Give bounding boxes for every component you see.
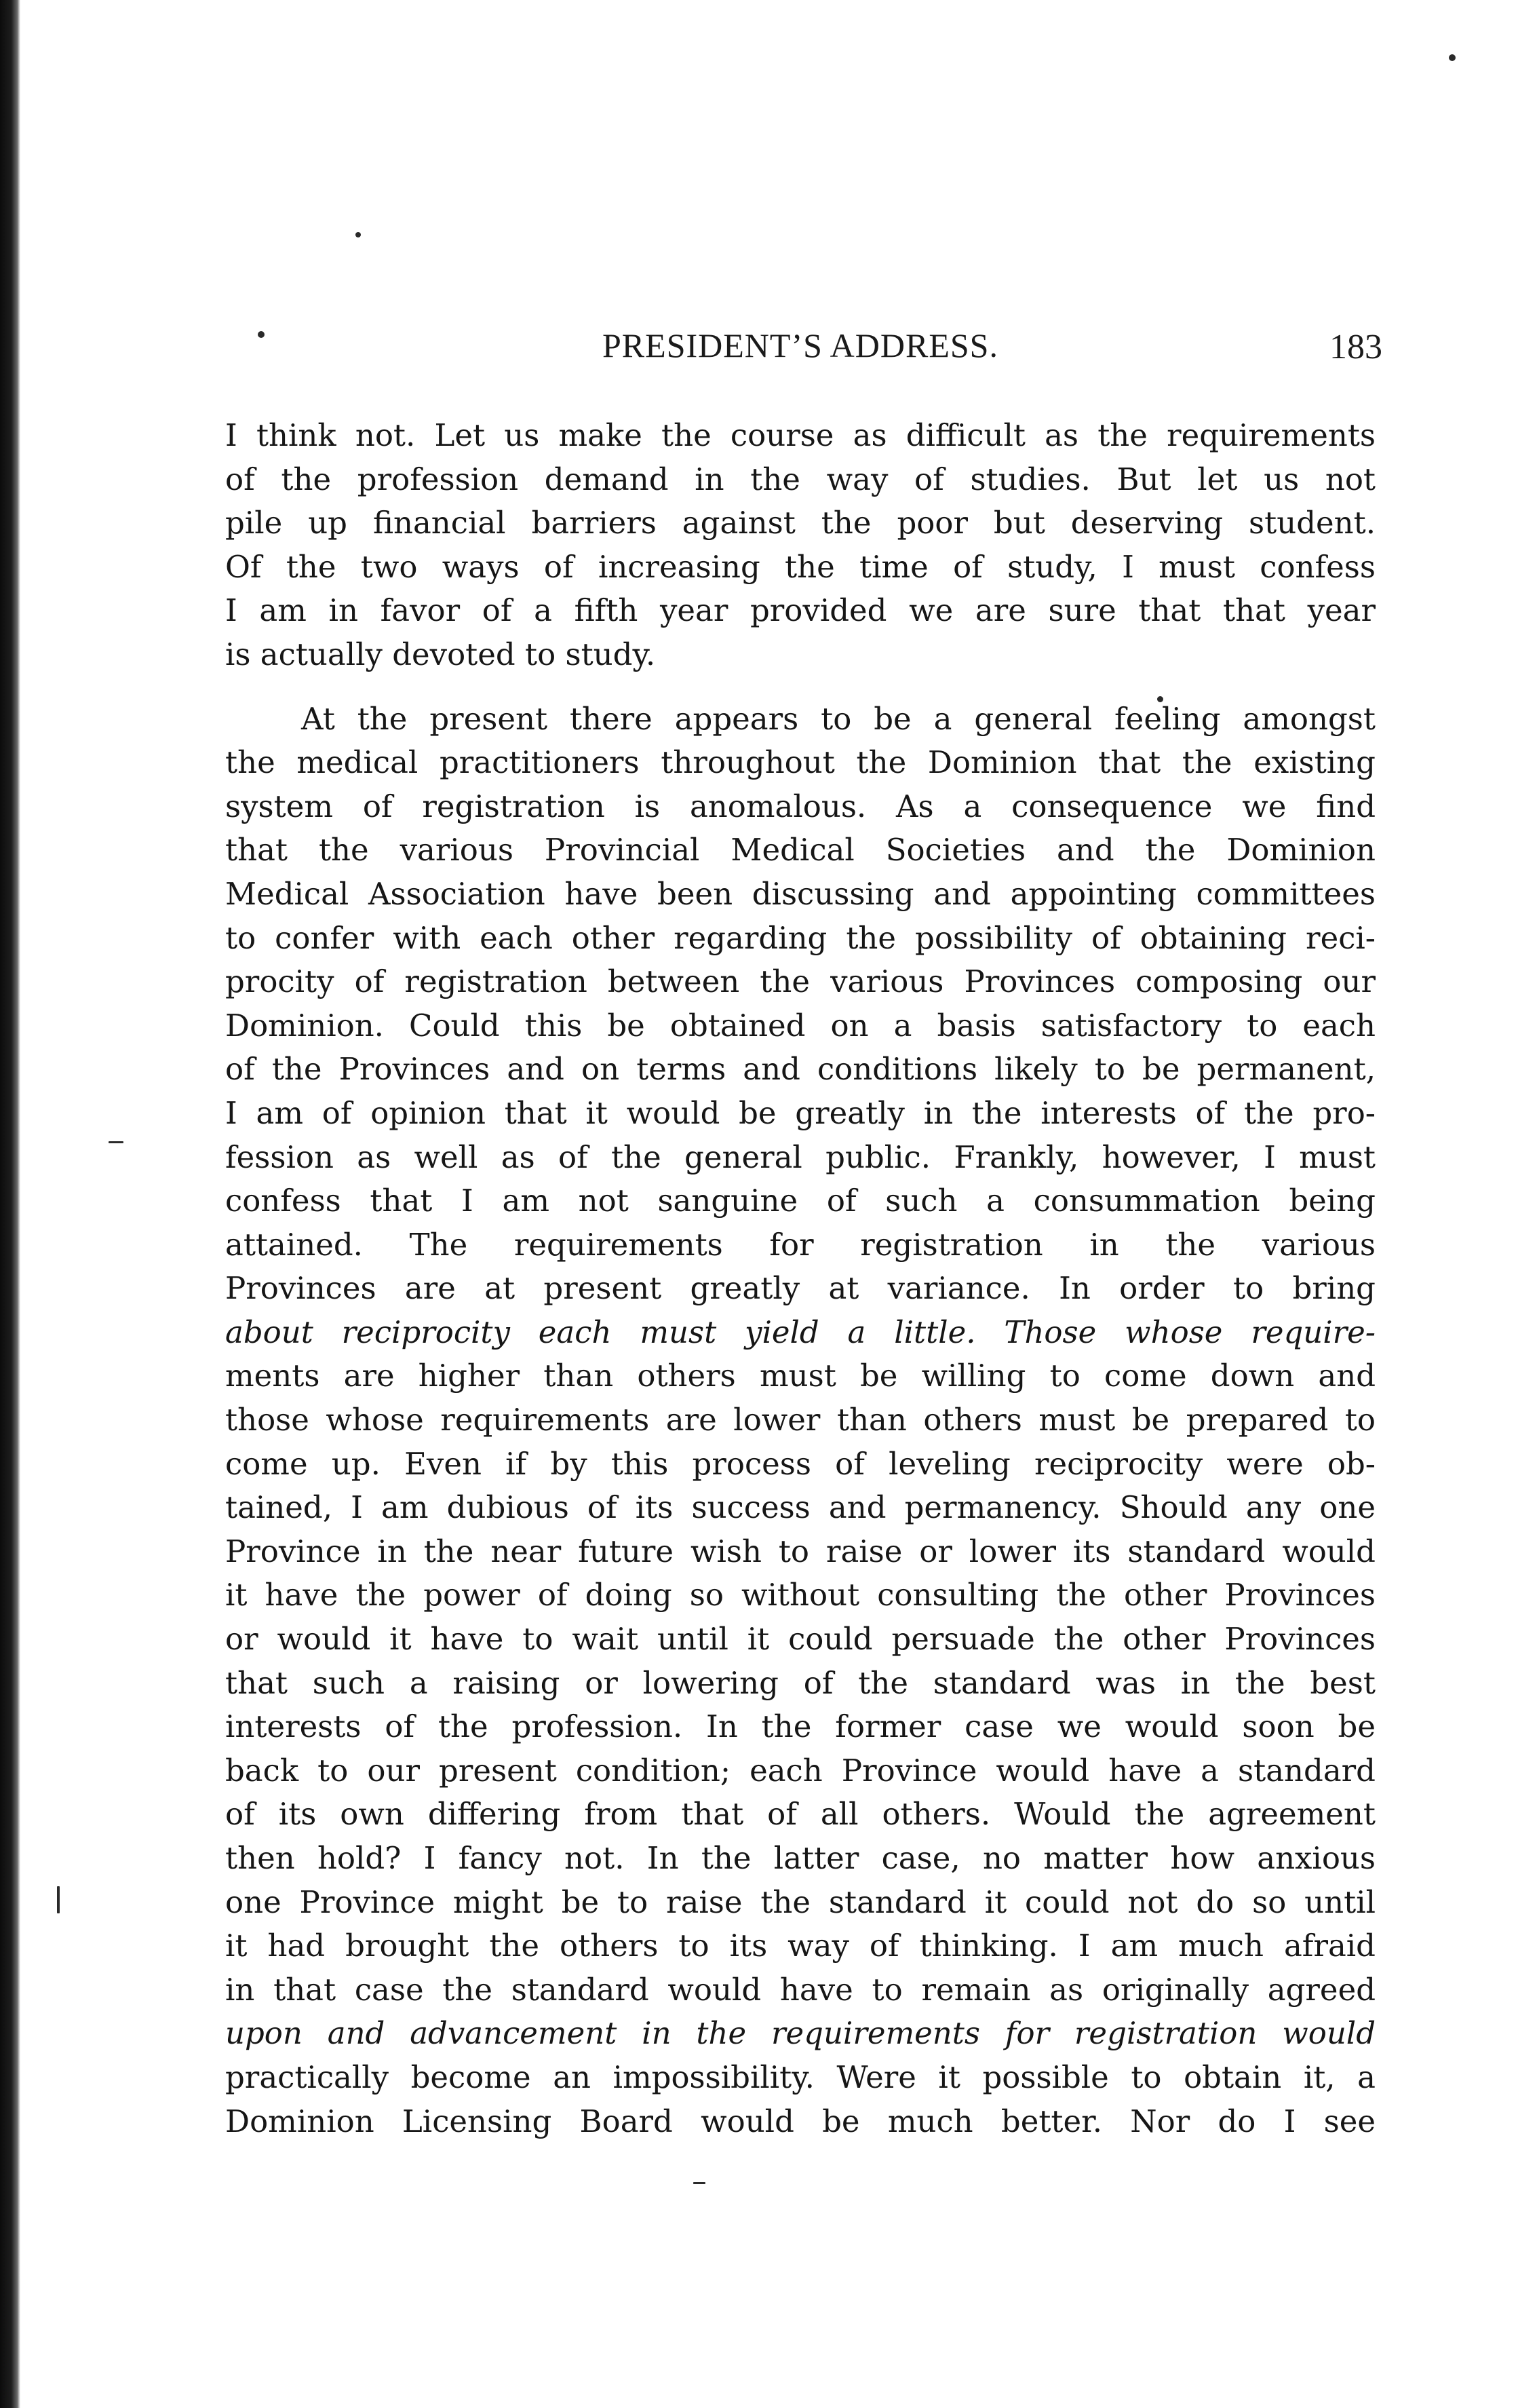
text-line: Dominion Licensing Board would be much better. Nor do I see <box>225 2103 1376 2139</box>
page-number: 183 <box>1329 328 1382 366</box>
text-line: confess that I am not sanguine of such a consummation being <box>225 1183 1376 1219</box>
text-line: the medical practitioners throughout the Dominion that the existing <box>225 744 1376 781</box>
scan-speck <box>1449 54 1456 61</box>
text-line: ments are higher than others must be willing to come down and <box>225 1358 1376 1394</box>
running-title: PRESIDENT’S ADDRESS. <box>602 326 998 364</box>
text-line: that the various Provincial Medical Societies and the Dominion <box>225 832 1376 868</box>
text-line: is actually devoted to study. <box>225 636 656 672</box>
text-line: back to our present condition; each Province would have a standard <box>225 1752 1376 1789</box>
text-line: practically become an impossibility. Were it possible to obtain it, a <box>225 2059 1376 2095</box>
text-line: or would it have to wait until it could persuade the other Provinces <box>225 1621 1376 1658</box>
scan-speck <box>57 1886 60 1913</box>
text-line: Of the two ways of increasing the time of study, I must confess <box>225 548 1376 585</box>
book-page <box>225 319 1382 2143</box>
text-line: I am in favor of a fifth year provided we are sure that that year <box>225 592 1376 629</box>
text-line: Provinces are at present greatly at variance. In order to bring <box>225 1270 1376 1307</box>
scan-speck <box>693 2182 705 2184</box>
scan-speck <box>109 1141 123 1143</box>
text-line: upon and advancement in the requirements for registration would <box>225 2015 1376 2052</box>
paragraph-2 <box>225 697 1376 2144</box>
scan-speck <box>355 232 361 237</box>
text-line: I think not. Let us make the course as difficult as the requirements <box>225 417 1376 453</box>
text-line: that such a raising or lowering of the standard was in the best <box>225 1664 1376 1701</box>
paragraph-1 <box>225 414 1376 677</box>
running-header <box>225 319 1382 373</box>
text-line: then hold? I fancy not. In the latter case, no matter how anxious <box>225 1840 1376 1876</box>
text-line: I am of opinion that it would be greatly in the interests of the pro- <box>225 1094 1376 1131</box>
text-line: Medical Association have been discussing and appointing committees <box>225 875 1376 912</box>
text-line: fession as well as of the general public. Frankly, however, I must <box>225 1139 1376 1175</box>
text-line: system of registration is anomalous. As a consequence we find <box>225 788 1376 824</box>
text-line: it have the power of doing so without consulting the other Provinces <box>225 1577 1376 1613</box>
text-line: one Province might be to raise the standard it could not do so until <box>225 1884 1376 1920</box>
body-text <box>225 414 1376 2143</box>
text-line: procity of registration between the various Provinces composing our <box>225 963 1376 1000</box>
text-line: come up. Even if by this process of leveling reciprocity were ob- <box>225 1445 1376 1482</box>
text-line: those whose requirements are lower than others must be prepared to <box>225 1402 1376 1438</box>
text-line: pile up financial barriers against the poor but deserving student. <box>225 505 1376 541</box>
text-line: in that case the standard would have to remain as originally agreed <box>225 1971 1376 2008</box>
text-line: to confer with each other regarding the possibility of obtaining reci- <box>225 919 1376 956</box>
text-line: Dominion. Could this be obtained on a basis satisfactory to each <box>225 1007 1376 1044</box>
scan-binding-edge <box>0 0 20 2408</box>
text-line: attained. The requirements for registration in the various <box>225 1226 1376 1263</box>
text-line: about reciprocity each must yield a little. Those whose require- <box>225 1314 1376 1350</box>
text-line: Province in the near future wish to raise or lower its standard would <box>225 1533 1376 1569</box>
text-line: At the present there appears to be a general feeling amongst <box>301 700 1376 737</box>
text-line: of its own differing from that of all others. Would the agreement <box>225 1796 1376 1833</box>
text-line: of the Provinces and on terms and conditions likely to be permanent, <box>225 1051 1376 1088</box>
text-line: it had brought the others to its way of thinking. I am much afraid <box>225 1928 1376 1964</box>
text-line: of the profession demand in the way of studies. But let us not <box>225 461 1376 497</box>
text-line: interests of the profession. In the former case we would soon be <box>225 1708 1376 1745</box>
text-line: tained, I am dubious of its success and permanency. Should any one <box>225 1489 1376 1526</box>
